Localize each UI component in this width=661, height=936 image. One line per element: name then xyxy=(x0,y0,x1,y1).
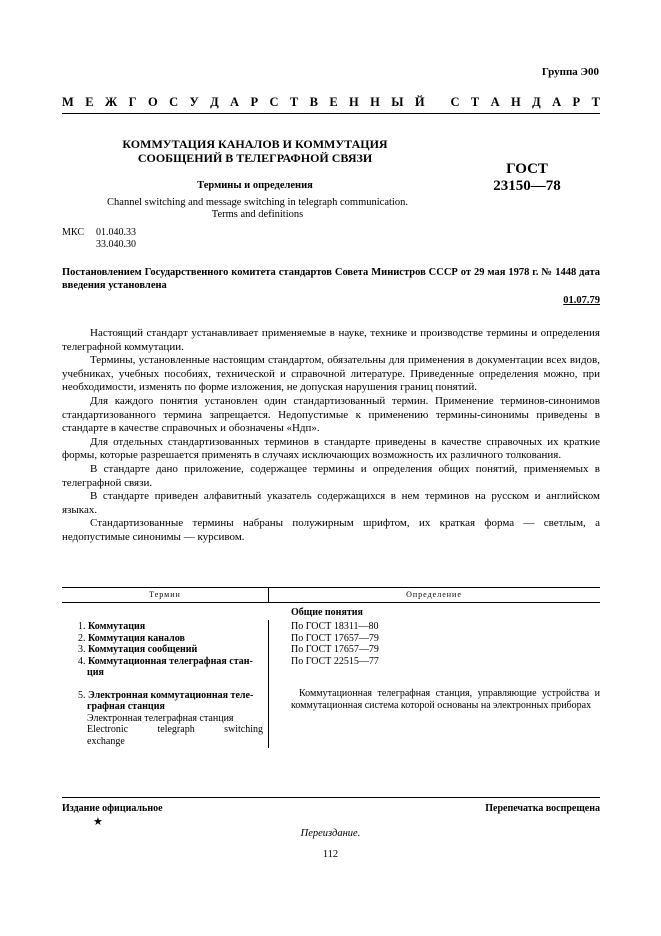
term-row-4-cont: ция xyxy=(87,667,104,678)
banner-letter: А xyxy=(552,95,562,109)
def-row-1: По ГОСТ 18311—80 xyxy=(291,621,379,632)
banner-letter: М xyxy=(62,95,74,109)
title-ru-line1: КОММУТАЦИЯ КАНАЛОВ И КОММУТАЦИЯ xyxy=(122,137,388,151)
standard-banner xyxy=(62,95,600,110)
table-header-rule xyxy=(62,602,600,603)
group-code: Группа Э00 xyxy=(541,66,599,78)
mks-code-2: 33.040.30 xyxy=(96,239,136,250)
term-row-5: 5. Электронная коммутационная теле- xyxy=(78,689,254,701)
banner-letter: Н xyxy=(370,95,380,109)
mks-codes xyxy=(62,227,136,251)
table-column-divider xyxy=(268,620,269,748)
paragraph: В стандарте дано приложение, содержащее термины и определения общих понятий, применяемых в телеграфной связи. xyxy=(62,462,600,489)
banner-letter: Т xyxy=(470,95,480,109)
mks-code-1: 01.040.33 xyxy=(96,227,136,238)
synonym-en-1: Electronic telegraph switching xyxy=(87,724,263,735)
banner-letter: Е xyxy=(85,95,94,109)
title-english xyxy=(80,197,435,221)
decree-text: Постановлением Государственного комитета стандартов Совета Министров СССР от 29 мая 1978 г. № 1448 дата введения установлена xyxy=(62,267,600,291)
paragraph: Термины, установленные настоящим стандартом, обязательны для применения в документации всех видов, учебниках, учебных пособиях, технической и справочной литературе. Приведенные определения можно, при необходимости, изменять по форме изложения, не допуская нарушения границ понятий. xyxy=(62,354,600,394)
publication-note: Издание официальное xyxy=(62,803,163,814)
gost-number: 23150—78 xyxy=(493,178,561,194)
definitions-column xyxy=(291,621,600,711)
term-row-5-cont: графная станция xyxy=(87,701,165,712)
banner-letter: В xyxy=(309,95,318,109)
mks-label: МКС xyxy=(62,227,84,238)
term-row-1: 1. Коммутация xyxy=(78,621,146,632)
term-row-3: 3. Коммутация сообщений xyxy=(78,644,198,655)
terms-column xyxy=(78,621,263,747)
banner-letter: Д xyxy=(210,95,219,109)
introduction xyxy=(62,327,600,545)
footer-rule xyxy=(62,797,600,798)
banner-letter: Р xyxy=(250,95,259,109)
banner-letter: Н xyxy=(349,95,359,109)
def-row-2: По ГОСТ 17657—79 xyxy=(291,632,379,644)
reissue-note: Переиздание. xyxy=(300,828,361,839)
title-russian xyxy=(100,137,410,165)
subtitle-russian: Термины и определения xyxy=(197,180,313,191)
banner-letter: С xyxy=(450,95,460,109)
title-ru-line2: СООБЩЕНИЙ В ТЕЛЕГРАФНОЙ СВЯЗИ xyxy=(137,151,373,165)
def-row-4: По ГОСТ 22515—77 xyxy=(291,655,379,667)
title-en-line1: Channel switching and message switching in telegraph communication. xyxy=(107,197,408,208)
banner-letter: У xyxy=(189,95,199,109)
paragraph: Для отдельных стандартизованных терминов в стандарте приведены в качестве справочных их краткие формы, которые разрешается применять в случаях исключающих возможность их различного толкования. xyxy=(62,435,600,462)
banner-letter: Е xyxy=(329,95,338,109)
banner-letter: Ж xyxy=(104,95,118,109)
term-row-4: 4. Коммутационная телеграфная стан- xyxy=(78,655,253,667)
banner-letter: Ы xyxy=(391,95,404,109)
reprint-note: Перепечатка воспрещена xyxy=(485,803,600,814)
column-header-term: Термин xyxy=(149,590,181,599)
banner-letter: С xyxy=(169,95,179,109)
term-row-2: 2. Коммутация каналов xyxy=(78,632,185,644)
banner-letter: Т xyxy=(591,95,600,109)
paragraph: Настоящий стандарт устанавливает применяемые в науке, технике и производстве термины и определения телеграфной коммутации. xyxy=(62,327,600,353)
banner-letter: А xyxy=(490,95,500,109)
page-number: 112 xyxy=(322,849,339,860)
banner-letter xyxy=(436,95,439,110)
banner-letter: Й xyxy=(414,95,425,109)
synonym-en-2: exchange xyxy=(87,735,125,747)
title-en-line2: Terms and definitions xyxy=(211,209,304,220)
paragraph: В стандарте приведен алфавитный указатель содержащихся в нем терминов на русском и английском языках. xyxy=(62,490,600,516)
banner-letter: Т xyxy=(289,95,299,109)
star-icon: ★ xyxy=(93,816,103,828)
banner-letter: Р xyxy=(572,95,581,109)
header-rule xyxy=(62,113,600,114)
banner-letter: Д xyxy=(532,95,541,109)
section-title: Общие понятия xyxy=(291,607,363,618)
synonym-ru: Электронная телеграфная станция xyxy=(87,712,234,724)
paragraph: Стандартизованные термины набраны полужирным шрифтом, их краткая форма — светлым, а недопустимые синонимы — курсивом. xyxy=(62,517,600,543)
gost-designation xyxy=(482,161,572,195)
effective-date: 01.07.79 xyxy=(563,295,600,306)
gost-label: ГОСТ xyxy=(506,161,548,177)
def-row-5: Коммутационная телеграфная станция, управляющие устройства и коммутационная система которой основаны на электронных приборах xyxy=(291,688,600,711)
banner-letter: С xyxy=(269,95,279,109)
banner-letter: Н xyxy=(511,95,521,109)
banner-letter: О xyxy=(147,95,158,109)
banner-letter: А xyxy=(230,95,240,109)
table-top-rule xyxy=(62,587,600,588)
column-header-definition: Определение xyxy=(406,590,462,599)
paragraph: Для каждого понятия установлен один стандартизованный термин. Применение терминов-синонимов стандартизованного термина запрещается. Недопустимые к применению термины-синонимы приведены в стандарте в качестве справочных и обозначены «Ндп». xyxy=(62,394,600,435)
def-row-3: По ГОСТ 17657—79 xyxy=(291,644,379,655)
banner-letter: Г xyxy=(128,95,137,109)
